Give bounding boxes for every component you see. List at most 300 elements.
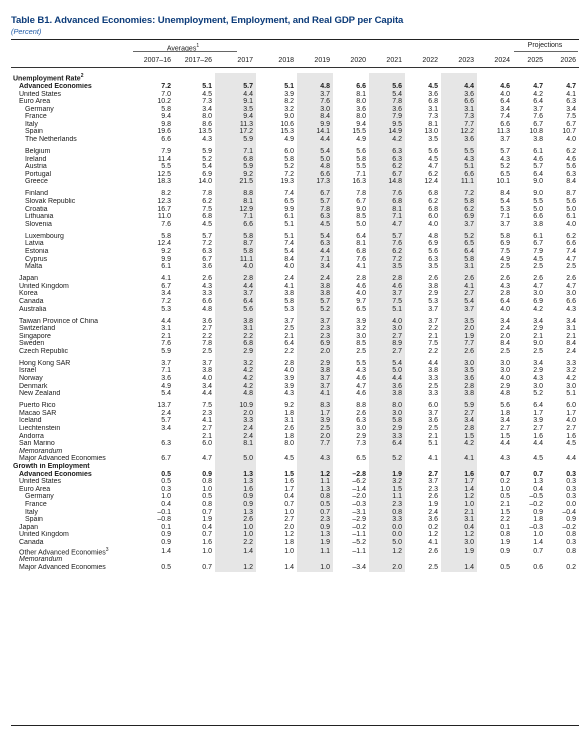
- table-cell: 17.3: [297, 178, 333, 186]
- table-cell: 6.9: [441, 213, 477, 221]
- table-cell: 6.4: [533, 170, 543, 178]
- table-cell: 1.6: [566, 432, 576, 440]
- table-cell: 6.5: [284, 198, 294, 206]
- table-cell: 2.1: [566, 332, 576, 340]
- table-cell: 4.7: [533, 82, 543, 90]
- table-cell: [174, 556, 215, 564]
- row-label-text: Slovenia: [25, 220, 52, 228]
- table-cell: 7.1: [500, 213, 510, 221]
- row-label: [11, 233, 133, 241]
- table-cell: 7.8: [297, 206, 333, 214]
- table-cell: 3.3: [369, 516, 405, 524]
- table-cell: 1.8: [533, 516, 543, 524]
- table-title: Table B1. Advanced Economies: Unemployment, Employment, and Real GDP per Capita: [11, 15, 404, 26]
- table-cell: 1.9: [428, 500, 438, 508]
- table-cell: 1.9: [297, 539, 333, 547]
- table-cell: 4.1: [202, 417, 212, 425]
- column-header: 2017: [237, 57, 253, 64]
- table-cell: 3.2: [369, 478, 405, 486]
- table-body: [11, 73, 579, 572]
- table-cell: 2.1: [500, 500, 510, 508]
- table-cell: 0.0: [566, 500, 576, 508]
- table-cell: 4.1: [428, 455, 438, 463]
- table-cell: 4.1: [428, 538, 438, 546]
- table-cell: 1.6: [441, 471, 477, 479]
- row-label-text: Switzerland: [19, 325, 56, 333]
- row-label-text: Iceland: [19, 417, 42, 425]
- table-subtitle: (Percent): [11, 27, 42, 36]
- row-label-text: Liechtenstein: [19, 425, 61, 432]
- table-cell: 2.2: [500, 516, 510, 524]
- table-cell: 7.7: [297, 440, 333, 448]
- table-cell: 5.8: [161, 232, 171, 240]
- table-cell: 4.3: [500, 155, 510, 163]
- table-cell: 3.5: [441, 367, 477, 375]
- row-label-text: Memorandum: [19, 447, 63, 455]
- table-cell: 2.2: [428, 347, 438, 355]
- table-cell: 8.8: [356, 402, 366, 410]
- table-cell: 7.5: [202, 402, 212, 410]
- table-cell: 5.0: [369, 539, 405, 547]
- table-cell: 3.7: [297, 318, 333, 326]
- table-cell: 13.0: [424, 128, 438, 136]
- table-cell: 3.6: [202, 317, 212, 325]
- table-cell: 4.4: [215, 283, 256, 291]
- table-cell: 19.6: [157, 128, 171, 136]
- table-cell: 3.9: [284, 382, 294, 390]
- table-cell: 5.5: [356, 359, 366, 367]
- table-cell: 6.5: [356, 455, 366, 463]
- table-cell: 1.7: [284, 485, 294, 493]
- table-cell: 9.1: [215, 98, 256, 106]
- table-cell: [477, 73, 513, 83]
- table-cell: [513, 73, 546, 83]
- table-cell: [546, 448, 579, 456]
- row-label: [11, 340, 133, 348]
- table-cell: 1.7: [566, 409, 576, 417]
- table-cell: 3.8: [533, 220, 543, 228]
- table-cell: 3.0: [533, 382, 543, 390]
- table-cell: 4.6: [500, 82, 510, 90]
- table-cell: 0.3: [566, 485, 576, 493]
- table-cell: 2.9: [500, 382, 510, 390]
- table-cell: 0.9: [215, 501, 256, 509]
- table-cell: 8.4: [566, 178, 576, 186]
- table-cell: 0.9: [161, 538, 171, 546]
- table-cell: 6.8: [215, 340, 256, 348]
- table-cell: 5.4: [500, 198, 510, 206]
- row-label-text: France: [25, 500, 47, 508]
- table-cell: 8.4: [284, 255, 294, 263]
- table-cell: 6.2: [202, 198, 212, 206]
- table-cell: 3.5: [428, 263, 438, 271]
- row-label-text: United States: [19, 90, 62, 98]
- table-cell: 5.8: [284, 155, 294, 163]
- table-cell: 7.6: [161, 340, 171, 348]
- table-cell: [405, 73, 441, 83]
- table-cell: 6.6: [215, 221, 256, 229]
- row-label-text: Sweden: [19, 340, 45, 348]
- table-row: [11, 478, 579, 486]
- table-row: [11, 213, 579, 221]
- table-cell: 2.8: [356, 275, 366, 283]
- table-cell: 6.8: [369, 198, 405, 206]
- table-row: [11, 113, 579, 121]
- row-label: [11, 73, 133, 83]
- table-cell: 8.2: [284, 98, 294, 106]
- row-label-text: Denmark: [19, 382, 48, 390]
- row-label-text: Advanced Economies: [19, 470, 92, 478]
- row-label: [11, 486, 133, 494]
- table-cell: 1.5: [284, 470, 294, 478]
- table-cell: 4.7: [566, 255, 576, 263]
- table-cell: 5.2: [500, 163, 510, 171]
- row-label-text: United Kingdom: [19, 282, 69, 290]
- row-label-text: Spain: [25, 516, 43, 524]
- table-cell: 0.1: [161, 523, 171, 531]
- table-cell: 1.4: [441, 486, 477, 494]
- table-cell: 5.2: [369, 455, 405, 463]
- table-cell: 8.4: [500, 190, 510, 198]
- table-cell: 2.9: [533, 325, 543, 333]
- table-cell: [133, 433, 174, 441]
- table-cell: 6.6: [356, 82, 366, 90]
- table-cell: 3.6: [202, 263, 212, 271]
- table-cell: [333, 463, 369, 471]
- table-cell: 2.4: [161, 409, 171, 417]
- table-cell: 8.4: [566, 340, 576, 348]
- table-cell: 2.5: [428, 382, 438, 390]
- table-row: [11, 198, 579, 206]
- table-cell: 3.6: [441, 136, 477, 144]
- table-cell: 5.6: [356, 148, 366, 156]
- row-label: [11, 524, 133, 532]
- table-cell: 0.6: [533, 564, 543, 572]
- table-cell: 0.5: [161, 478, 171, 486]
- table-cell: 1.8: [284, 538, 294, 546]
- table-cell: 5.9: [441, 402, 477, 410]
- table-cell: 3.3: [369, 433, 405, 441]
- table-cell: 3.4: [202, 105, 212, 113]
- table-cell: 3.7: [161, 359, 171, 367]
- table-cell: [215, 463, 256, 471]
- table-cell: 5.2: [202, 155, 212, 163]
- table-row: [11, 531, 579, 539]
- table-cell: 4.4: [297, 136, 333, 144]
- table-cell: 9.0: [284, 113, 294, 121]
- table-cell: 5.1: [202, 82, 212, 90]
- table-cell: 5.1: [441, 163, 477, 171]
- row-label: [11, 539, 133, 547]
- table-cell: 3.4: [500, 417, 510, 425]
- row-label-text: Lithuania: [25, 213, 54, 221]
- table-cell: 5.1: [284, 232, 294, 240]
- table-cell: 6.7: [161, 455, 171, 463]
- table-cell: 6.3: [428, 255, 438, 263]
- table-cell: 4.6: [566, 155, 576, 163]
- table-cell: 21.5: [215, 178, 256, 186]
- table-cell: 3.6: [428, 417, 438, 425]
- table-cell: 4.0: [284, 263, 294, 271]
- table-cell: 15.5: [352, 128, 366, 136]
- table-cell: 0.9: [215, 493, 256, 501]
- table-cell: 4.1: [441, 455, 477, 463]
- table-cell: 4.6: [369, 283, 405, 291]
- row-label: [11, 547, 133, 557]
- row-label-text: New Zealand: [19, 390, 61, 398]
- table-cell: [297, 463, 333, 471]
- table-cell: 6.0: [202, 440, 212, 448]
- table-cell: 7.5: [500, 247, 510, 255]
- table-cell: 2.5: [284, 325, 294, 333]
- table-cell: [369, 556, 405, 564]
- column-header: 2021: [386, 57, 402, 64]
- table-cell: 3.0: [441, 360, 477, 368]
- table-cell: [174, 463, 215, 471]
- row-label-text: Andorra: [19, 432, 44, 440]
- row-label-text: France: [25, 113, 47, 121]
- column-header: 2007–16: [143, 57, 171, 64]
- table-cell: 3.7: [428, 409, 438, 417]
- row-label-text: Estonia: [25, 247, 49, 255]
- table-cell: 3.4: [533, 317, 543, 325]
- table-cell: 6.6: [533, 213, 543, 221]
- table-cell: 3.6: [441, 91, 477, 99]
- table-cell: –0.4: [562, 508, 576, 516]
- table-cell: 7.5: [369, 298, 405, 306]
- table-cell: 1.0: [441, 501, 477, 509]
- table-cell: 0.7: [533, 470, 543, 478]
- row-label-text: Major Advanced Economies: [19, 564, 106, 572]
- table-cell: 1.9: [369, 471, 405, 479]
- table-cell: 2.4: [284, 275, 294, 283]
- table-cell: 2.7: [500, 425, 510, 432]
- table-cell: 11.1: [441, 178, 477, 186]
- table-cell: 5.4: [161, 390, 171, 398]
- table-cell: 14.8: [369, 178, 405, 186]
- table-cell: 1.5: [369, 486, 405, 494]
- table-row: [11, 440, 579, 448]
- projections-header: Projections: [527, 42, 563, 49]
- table-cell: 5.0: [297, 156, 333, 164]
- table-cell: 1.3: [533, 478, 543, 486]
- table-row: [11, 233, 579, 241]
- projections-rule: [514, 51, 578, 52]
- table-cell: 13.5: [198, 128, 212, 136]
- table-cell: 8.0: [284, 440, 294, 448]
- table-cell: 3.4: [161, 425, 171, 432]
- table-cell: 5.2: [297, 306, 333, 314]
- table-cell: 4.1: [356, 263, 366, 271]
- table-cell: 7.4: [500, 113, 510, 121]
- table-cell: 7.2: [161, 82, 171, 90]
- table-cell: 4.9: [500, 255, 510, 263]
- table-cell: [513, 463, 546, 471]
- table-cell: 8.0: [369, 402, 405, 410]
- table-cell: 5.5: [441, 148, 477, 156]
- table-cell: 6.9: [297, 340, 333, 348]
- table-cell: 5.6: [428, 247, 438, 255]
- table-cell: 6.2: [441, 206, 477, 214]
- table-cell: 1.9: [500, 538, 510, 546]
- table-cell: 3.8: [369, 390, 405, 398]
- row-label: [11, 206, 133, 214]
- table-row: [11, 455, 579, 463]
- table-cell: 2.8: [215, 275, 256, 283]
- table-cell: 3.2: [215, 360, 256, 368]
- table-row: [11, 360, 579, 368]
- table-cell: 0.8: [202, 478, 212, 486]
- table-cell: 4.6: [356, 390, 366, 398]
- table-cell: 5.7: [297, 198, 333, 206]
- row-label-text: Euro Area: [19, 98, 51, 106]
- table-cell: 18.3: [157, 178, 171, 186]
- table-cell: 2.1: [533, 332, 543, 340]
- table-cell: 4.9: [356, 136, 366, 144]
- table-cell: 2.5: [566, 263, 576, 271]
- table-cell: 5.8: [284, 297, 294, 305]
- table-cell: –2.0: [352, 493, 366, 501]
- table-cell: 0.7: [202, 531, 212, 539]
- table-cell: 11.4: [157, 155, 171, 163]
- table-cell: 6.3: [161, 440, 171, 448]
- table-cell: 0.5: [161, 470, 171, 478]
- table-cell: 3.5: [441, 318, 477, 326]
- table-cell: 2.6: [428, 493, 438, 501]
- table-cell: 0.5: [500, 493, 510, 501]
- row-label-text: Australia: [19, 305, 47, 313]
- table-cell: 1.6: [202, 538, 212, 546]
- table-cell: 6.8: [202, 213, 212, 221]
- table-cell: 4.1: [297, 390, 333, 398]
- table-cell: 1.0: [284, 547, 294, 555]
- table-cell: 6.9: [500, 240, 510, 248]
- row-label: [11, 440, 133, 448]
- row-label-text: Growth in Employment: [13, 462, 90, 470]
- table-cell: 0.3: [566, 538, 576, 546]
- row-label: [11, 448, 133, 456]
- table-cell: 2.1: [428, 432, 438, 440]
- table-cell: –2.9: [352, 516, 366, 524]
- table-cell: 4.4: [202, 390, 212, 398]
- table-cell: 6.4: [215, 298, 256, 306]
- table-cell: [215, 73, 256, 83]
- table-cell: 3.6: [428, 90, 438, 98]
- table-cell: 1.0: [533, 531, 543, 539]
- table-cell: 2.3: [369, 501, 405, 509]
- table-cell: 7.2: [284, 170, 294, 178]
- table-cell: 2.1: [441, 509, 477, 517]
- row-label: [11, 360, 133, 368]
- row-label: [11, 306, 133, 314]
- table-cell: 1.0: [161, 493, 171, 501]
- table-cell: 8.9: [369, 340, 405, 348]
- table-cell: 11.3: [496, 128, 510, 136]
- table-cell: 12.5: [157, 170, 171, 178]
- row-label-text: Belgium: [25, 148, 51, 156]
- table-row: [11, 83, 579, 91]
- table-cell: 3.7: [297, 375, 333, 383]
- table-cell: 2.8: [441, 383, 477, 391]
- table-cell: 0.7: [202, 508, 212, 516]
- table-cell: 2.0: [297, 433, 333, 441]
- table-cell: 1.7: [441, 478, 477, 486]
- table-cell: 5.7: [369, 233, 405, 241]
- table-cell: 2.9: [369, 425, 405, 433]
- table-cell: 0.7: [297, 509, 333, 517]
- table-cell: [546, 73, 579, 83]
- table-cell: 7.1: [356, 170, 366, 178]
- table-cell: 0.8: [566, 531, 576, 539]
- table-cell: 3.4: [202, 382, 212, 390]
- row-label-text: Puerto Rico: [19, 402, 56, 410]
- table-cell: 4.8: [297, 163, 333, 171]
- table-cell: 6.5: [441, 240, 477, 248]
- table-cell: 8.0: [356, 98, 366, 106]
- table-cell: 2.3: [428, 485, 438, 493]
- row-label-text: Spain: [25, 128, 43, 136]
- table-cell: –5.2: [352, 538, 366, 546]
- table-cell: 1.9: [441, 333, 477, 341]
- table-cell: 3.7: [428, 305, 438, 313]
- table-cell: 5.6: [566, 198, 576, 206]
- row-label-text: Memorandum: [19, 556, 63, 564]
- table-cell: 2.4: [500, 325, 510, 333]
- table-row: [11, 240, 579, 248]
- table-cell: [477, 463, 513, 471]
- table-cell: 2.7: [428, 470, 438, 478]
- table-cell: 4.7: [566, 82, 576, 90]
- table-cell: 3.1: [284, 417, 294, 425]
- table-cell: [256, 463, 297, 471]
- table-cell: 10.1: [496, 178, 510, 186]
- table-row: [11, 275, 579, 283]
- table-cell: 3.0: [566, 290, 576, 298]
- table-cell: 4.9: [284, 136, 294, 144]
- table-cell: 6.6: [500, 120, 510, 128]
- table-cell: 2.6: [533, 275, 543, 283]
- table-row: [11, 417, 579, 425]
- table-cell: 3.4: [500, 317, 510, 325]
- table-cell: 0.9: [566, 516, 576, 524]
- table-cell: [174, 73, 215, 83]
- row-label: [11, 156, 133, 164]
- table-cell: 2.1: [284, 332, 294, 340]
- table-cell: 3.7: [428, 478, 438, 486]
- table-cell: 5.3: [428, 297, 438, 305]
- table-cell: 1.4: [441, 564, 477, 572]
- row-label: [11, 516, 133, 524]
- table-cell: 3.1: [441, 516, 477, 524]
- table-row: [11, 163, 579, 171]
- table-cell: 5.0: [533, 205, 543, 213]
- table-cell: 4.2: [566, 375, 576, 383]
- table-cell: 1.0: [215, 531, 256, 539]
- row-label: [11, 501, 133, 509]
- table-cell: 8.0: [202, 113, 212, 121]
- row-label-text: Ireland: [25, 155, 47, 163]
- table-cell: 4.5: [533, 455, 543, 463]
- row-label: [11, 564, 133, 572]
- table-cell: 3.8: [441, 390, 477, 398]
- table-cell: [441, 448, 477, 456]
- table-cell: 15.3: [280, 128, 294, 136]
- table-cell: 5.8: [500, 232, 510, 240]
- table-cell: 2.8: [369, 275, 405, 283]
- table-cell: 6.9: [533, 297, 543, 305]
- row-label-text: Japan: [19, 523, 39, 531]
- table-cell: 2.5: [202, 347, 212, 355]
